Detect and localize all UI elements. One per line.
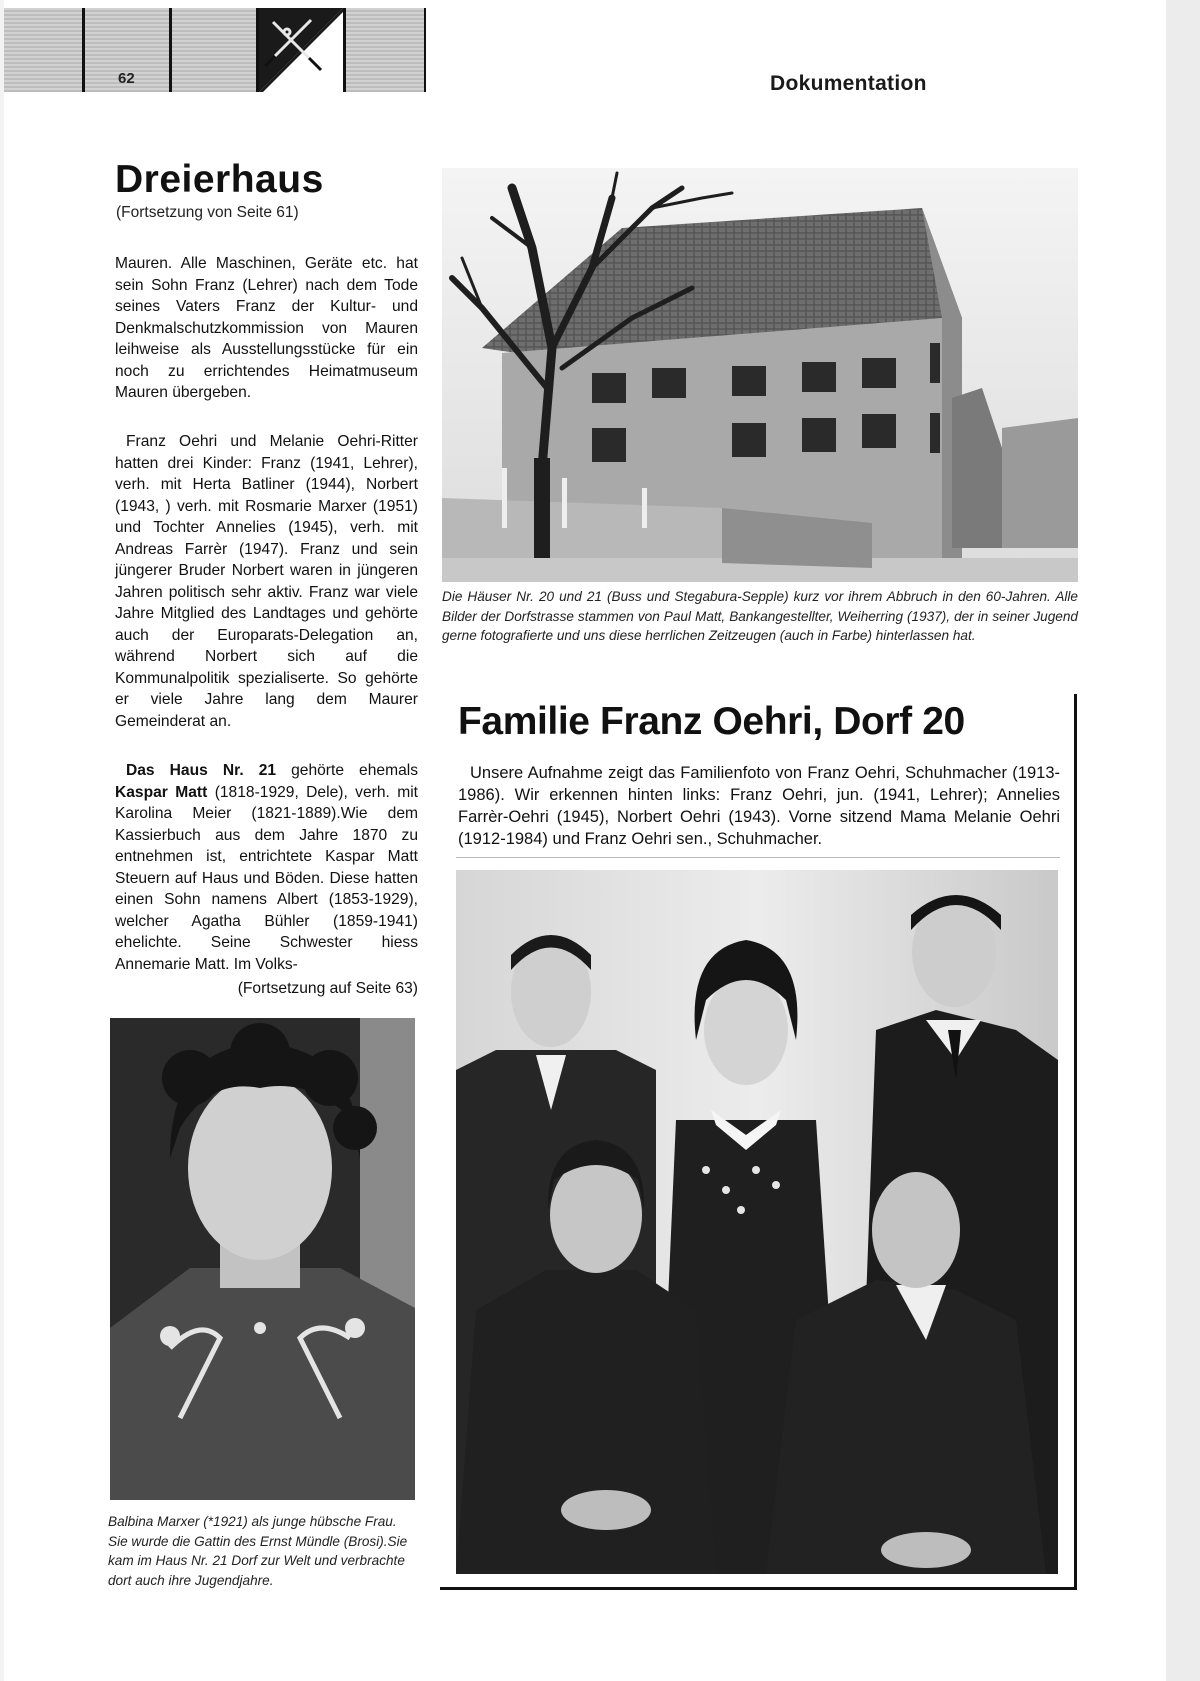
paragraph-text: Mauren. Alle Maschinen, Geräte etc. hat sein Sohn Franz (Lehrer) nach dem Tode seines Vaters Franz der Kultur- und Denkmalschutzkommission von Mauren leihweise als Ausstellungsstücke für ein noch zu errichtendes Heimatmuseum Mauren übergeben. (115, 255, 418, 401)
article-paragraph (115, 431, 418, 732)
box-border-right (1074, 694, 1077, 1590)
portrait-photo-caption: Balbina Marxer (*1921) als junge hübsche Frau. Sie wurde die Gattin des Ernst Mündle (Brosi).Sie kam im Haus Nr. 21 Dorf zur Welt und verbrachte dort auch ihre Jugendjahre. (108, 1514, 408, 1588)
divider (456, 857, 1060, 858)
paragraph-text: Franz Oehri und Melanie Oehri-Ritter hatten drei Kinder: Franz (1941, Lehrer), verh. mit Herta Batliner (1944), Norbert (1943, ) verh. mit Rosmarie Marxer (1951) und Tochter Annelies (1945), verh. mit Andreas Farrèr (1947). Franz und sein jüngerer Bruder Norbert waren in jüngeren Jahren politisch sehr aktiv. Franz war viele Jahre Mitglied des Landtages und gehörte auch der Europarats-Delegation an, während Norbert sich auf die Kommunalpolitik spezialiserte. So gehörte er viele Jahre lang dem Maurer Gemeinderat an. (115, 433, 418, 730)
page-number: 62 (118, 70, 135, 87)
houses-photo (442, 168, 1078, 582)
bold-phrase: Das Haus Nr. 21 (126, 762, 277, 779)
header-cell (4, 8, 85, 92)
header-cell-emblem (259, 8, 346, 92)
header-cell (172, 8, 259, 92)
portrait-photo (110, 1018, 415, 1500)
paragraph-text: gehörte ehemals (276, 762, 418, 779)
family-text: Unsere Aufnahme zeigt das Familienfoto von Franz Oehri, Schuhmacher (1913-1986). Wir erkennen hinten links: Franz Oehri, jun. (1941, Lehrer); Annelies Farrèr-Oehri (1945), Norbert Oehri (1943). Vorne sitzend Mama Melanie Oehri (1912-1984) und Franz Oehri sen., Schuhmacher. (458, 764, 1060, 848)
box-border-bottom (440, 1587, 1077, 1590)
article-paragraph (115, 253, 418, 404)
header-cell (346, 8, 426, 92)
header-strip (4, 8, 424, 92)
article-title: Dreierhaus (115, 158, 324, 201)
continued-note: (Fortsetzung auf Seite 63) (237, 980, 418, 997)
scan-edge (1166, 0, 1200, 1681)
article-paragraph (115, 760, 418, 975)
bold-phrase: Kaspar Matt (115, 783, 208, 801)
section-label: Dokumentation (770, 72, 927, 95)
paragraph-text: (1818-1929, Dele), verh. mit Karolina Meier (1821-1889).Wie dem Kassierbuch aus dem Jahre 1870 zu entnehmen ist, entrichtete Kaspar Matt Steuern auf Haus und Böden. Diese hatten einen Sohn namens Albert (1853-1929), welcher Agatha Bühler (1859-1941) ehelichte. Seine Schwester hiess Annemarie Matt. Im Volks- (115, 783, 418, 973)
family-photo (456, 870, 1058, 1574)
houses-photo-caption: Die Häuser Nr. 20 und 21 (Buss und Stegabura-Sepple) kurz vor ihrem Abbruch in den 60-Jahren. Alle Bilder der Dorfstrasse stammen von Paul Matt, Bankangestellter, Weiherring (1937), der in seiner Jugend gerne fotografierte und uns diese herrlichen Zeitzeugen (auch in Farbe) hinterlassen hat. (442, 589, 1078, 644)
article-subtitle: (Fortsetzung von Seite 61) (116, 204, 299, 221)
family-description (458, 762, 1060, 850)
family-title: Familie Franz Oehri, Dorf 20 (458, 700, 965, 743)
crossed-tools-icon (259, 8, 343, 92)
